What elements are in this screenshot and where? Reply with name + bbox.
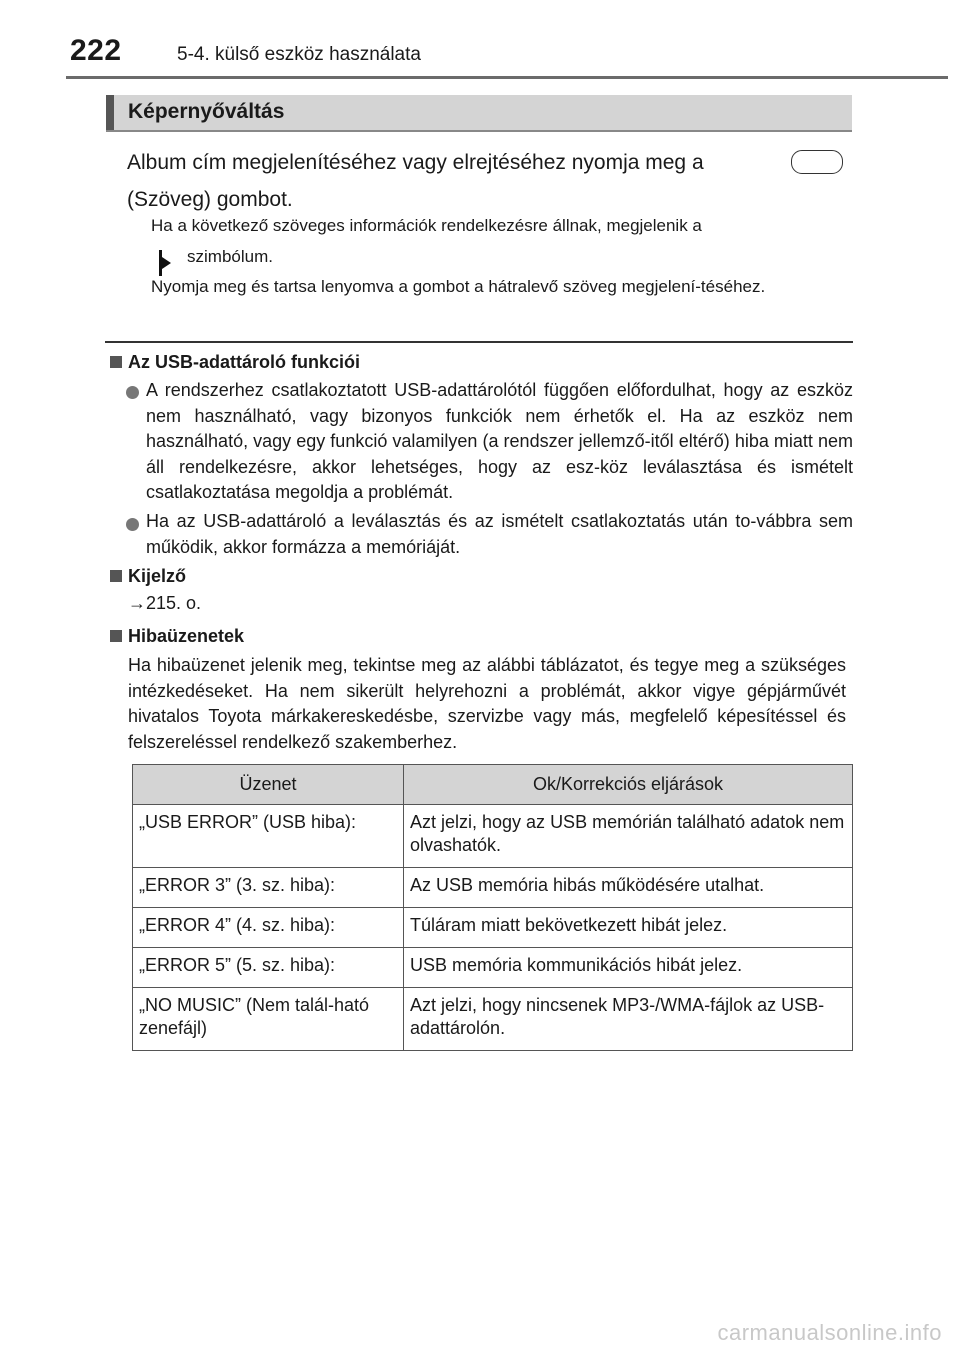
header-rule	[66, 76, 948, 79]
square-bullet-icon	[110, 630, 122, 642]
chapter-title: 5-4. külső eszköz használata	[177, 44, 421, 65]
section-title: Képernyőváltás	[128, 100, 285, 123]
square-bullet-icon	[110, 356, 122, 368]
error-paragraph: Ha hibaüzenet jelenik meg, tekintse meg az alábbi táblázatot, és tegye meg a szükséges intézkedéseket. Ha nem sikerült helyrehozni a problémát, akkor vigye gépjárművét hivatalos Toyota márkakereskedésbe, szervizbe vagy más, megfelelő képesítéssel és felszereléssel rendelkező szakemberhez.	[128, 655, 846, 752]
error-action-cell: Azt jelzi, hogy az USB memórián található adatok nem olvashatók.	[404, 805, 853, 868]
round-bullet-icon	[126, 518, 139, 531]
section-divider	[105, 341, 853, 343]
column-header-action: Ok/Korrekciós eljárások	[404, 765, 853, 805]
error-messages-heading	[110, 626, 244, 647]
table-row	[133, 948, 853, 988]
error-message-cell: „ERROR 4” (4. sz. hiba):	[133, 908, 404, 948]
square-bullet-icon	[110, 570, 122, 582]
usb-functions-heading	[110, 352, 360, 373]
more-text-arrow-icon	[157, 250, 173, 276]
error-action-cell: Azt jelzi, hogy nincsenek MP3-/WMA-fájlok az USB-adattárolón.	[404, 988, 853, 1051]
table-row	[133, 988, 853, 1051]
error-messages-heading-text: Hibaüzenetek	[128, 626, 245, 646]
display-heading-text: Kijelző	[128, 566, 187, 586]
error-action-cell: USB memória kommunikációs hibát jelez.	[404, 948, 853, 988]
page-reference: →215. o.	[128, 593, 202, 613]
column-header-message: Üzenet	[133, 765, 404, 805]
error-message-cell: „ERROR 5” (5. sz. hiba):	[133, 948, 404, 988]
display-heading	[110, 566, 186, 587]
watermark: carmanualsonline.info	[717, 1320, 942, 1345]
error-message-cell: „USB ERROR” (USB hiba):	[133, 805, 404, 868]
intro-line-1: Album cím megjelenítéséhez vagy elrejtéséhez nyomja meg a	[127, 151, 704, 174]
page-number: 222	[70, 34, 122, 67]
intro-line-2: (Szöveg) gombot.	[127, 188, 293, 211]
error-message-cell: „ERROR 3” (3. sz. hiba):	[133, 868, 404, 908]
table-row	[133, 908, 853, 948]
table-row	[133, 868, 853, 908]
note-text-info: Ha a következő szöveges információk rendelkezésre állnak, megjelenik a	[151, 216, 702, 235]
error-message-cell: „NO MUSIC” (Nem talál-ható zenefájl)	[133, 988, 404, 1051]
intro-text	[127, 144, 852, 218]
section-accent	[106, 95, 114, 130]
table-header-row	[133, 765, 853, 805]
usb-bullet-2: Ha az USB-adattároló a leválasztás és az ismételt csatlakoztatás után to-vábbra sem működik, akkor formázza a memóriáját.	[146, 511, 853, 557]
error-action-cell: Túláram miatt bekövetkezett hibát jelez.	[404, 908, 853, 948]
usb-bullet-1: A rendszerhez csatlakoztatott USB-adattárolótól függően előfordulhat, hogy az eszköz nem használható, vagy bizonyos funkciók nem érhetők el. Ha az eszköz nem használható, vagy egy funkció valamilyen (a rendszer jellemző-itől eltérő) hiba miatt nem áll rendelkezésre, akkor lehetséges, hogy az esz-köz leválasztása és ismételt csatlakoztatása megoldja a problémát.	[146, 380, 853, 502]
error-table	[132, 764, 853, 1051]
usb-functions-heading-text: Az USB-adattároló funkciói	[128, 352, 361, 372]
round-bullet-icon	[126, 386, 139, 399]
table-row	[133, 805, 853, 868]
note-symbol-word: szimbólum.	[187, 247, 273, 266]
note-hold-button: Nyomja meg és tartsa lenyomva a gombot a hátralevő szöveg megjelení-téséhez.	[151, 277, 766, 296]
error-action-cell: Az USB memória hibás működésére utalhat.	[404, 868, 853, 908]
text-button-icon	[791, 150, 843, 174]
section-heading-bar	[106, 95, 852, 132]
